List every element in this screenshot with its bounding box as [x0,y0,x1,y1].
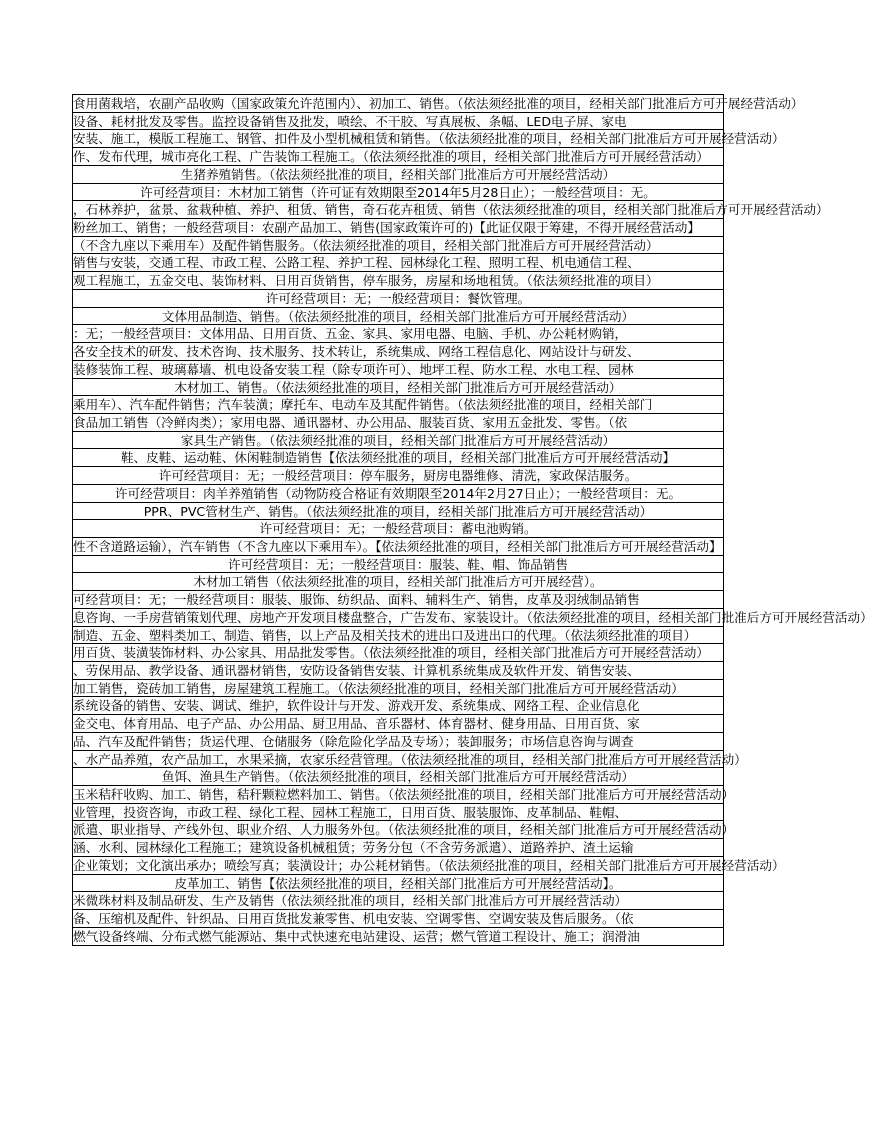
table-row: 可经营项目：无；一般经营项目：服装、服饰、纺织品、面料、辅料生产、销售，皮革及羽绒制品销售 [73,591,723,609]
table-row: 设备、耗材批发及零售。监控设备销售及批发，喷绘、不干胶、写真展板、条幅、LED电子屏、家电 [73,113,723,131]
table-row: 息咨询、一手房营销策划代理、房地产开发项目楼盘整合，广告发布、家装设计。（依法须经批准的项目，经相关部门批准后方可开展经营活动） [73,609,873,625]
table-row: 各安全技术的研发、技术咨询、技术服务、技术转让，系统集成、网络工程信息化、网站设计与研发、 [73,343,723,361]
table-row: 业管理，投资咨询，市政工程、绿化工程、园林工程施工，日用百货、服装服饰、皮革制品、鞋帽、 [73,804,723,822]
table-row: 许可经营项目：木材加工销售（许可证有效期限至2014年5月28日止）；一般经营项目：无。 [73,184,723,202]
table-row: 食品加工销售（冷鲜肉类）；家用电器、通讯器材、办公用品、服装百货、家用五金批发、零售。（依 [73,414,723,432]
table-row: 鱼饵、渔具生产销售。（依法须经批准的项目，经相关部门批准后方可开展经营活动） [73,768,723,786]
table-row: 、水产品养殖，农产品加工，水果采摘，农家乐经营管理。（依法须经批准的项目，经相关部门批准后方可开展经营活动） [73,751,747,767]
table-row: 性不含道路运输），汽车销售（不含九座以下乘用车）。【依法须经批准的项目，经相关部门批准后方可开展经营活动】 [73,538,722,554]
table-row: ，石林养护，盆景、盆栽种植、养护、租赁、销售，奇石花卉租赁、销售（依法须经批准的项目，经相关部门批准后方可开展经营活动） [73,202,829,218]
table-row: 派遣、职业指导、产线外包、职业介绍、人力服务外包。（依法须经批准的项目，经相关部门批准后方可开展经营活动） [73,822,735,838]
table-row: 许可经营项目：无；一般经营项目：停车服务，厨房电器维修、清洗，家政保洁服务。 [73,467,723,485]
table-row: 金交电、体育用品、电子产品、办公用品、厨卫用品、音乐器材、体育器材、健身用品、日用百货、家 [73,715,723,733]
table-row: 制造、五金、塑料类加工、制造、销售，以上产品及相关技术的进出口及进出口的代理。（依法须经批准的项目） [73,627,723,645]
table-row: 文体用品制造、销售。（依法须经批准的项目，经相关部门批准后方可开展经营活动） [73,308,723,326]
table-row: 食用菌栽培，农副产品收购（国家政策允许范围内）、初加工、销售。（依法须经批准的项目，经相关部门批准后方可开展经营活动） [73,96,804,111]
table-row: 许可经营项目：肉羊养殖销售（动物防疫合格证有效期限至2014年2月27日止）；一般经营项目：无。 [73,485,723,503]
table-row: 安装、施工，模版工程施工、钢管、扣件及小型机械租赁和销售。（依法须经批准的项目，经相关部门批准后方可开展经营活动） [73,131,785,147]
table-row: 许可经营项目：无；一般经营项目：餐饮管理。 [73,290,723,308]
table-row: 皮革加工、销售【依法须经批准的项目，经相关部门批准后方可开展经营活动】。 [73,875,723,893]
table-row: 木材加工销售（依法须经批准的项目，经相关部门批准后方可开展经营）。 [73,573,723,591]
table-row: 生猪养殖销售。（依法须经批准的项目，经相关部门批准后方可开展经营活动） [73,166,723,184]
table-row: 涵、水利、园林绿化工程施工；建筑设备机械租赁；劳务分包（不含劳务派遣）、道路养护、渣土运输 [73,839,723,857]
table-row: 、劳保用品、教学设备、通讯器材销售，安防设备销售安装、计算机系统集成及软件开发、销售安装、 [73,662,723,680]
table-row: 家具生产销售。（依法须经批准的项目，经相关部门批准后方可开展经营活动） [73,432,723,450]
table-row: 加工销售，瓷砖加工销售，房屋建筑工程施工。（依法须经批准的项目，经相关部门批准后方可开展经营活动） [73,680,723,698]
table-row: 许可经营项目：无；一般经营项目：服装、鞋、帽、饰品销售 [73,556,723,574]
table-row: 玉米秸秆收购、加工、销售，秸秆颗粒燃料加工、销售。（依法须经批准的项目，经相关部门批准后方可开展经营活动） [73,787,735,803]
table-row: 备、压缩机及配件、针织品、日用百货批发兼零售、机电安装、空调零售、空调安装及售后服务。（依 [73,910,723,928]
table-row: 观工程施工，五金交电、装饰材料、日用百货销售，停车服务，房屋和场地租赁。（依法须经批准的项目） [73,272,723,290]
table-row: 企业策划；文化演出承办；喷绘写真；装潢设计；办公耗材销售。（依法须经批准的项目，经相关部门批准后方可开展经营活动） [73,857,785,873]
table-row: 许可经营项目：无；一般经营项目：蓄电池购销。 [73,520,723,538]
table-row: 系统设备的销售、安装、调试、维护，软件设计与开发、游戏开发、系统集成、网络工程、企业信息化 [73,697,723,715]
table-row: 品、汽车及配件销售；货运代理、仓储服务（除危险化学品及专场）；装卸服务；市场信息咨询与调查 [73,733,723,751]
table-row: 乘用车）、汽车配件销售；汽车装潢；摩托车、电动车及其配件销售。（依法须经批准的项目，经相关部门 [73,396,723,414]
table-row: 用百货、装潢装饰材料、办公家具、用品批发零售。（依法须经批准的项目，经相关部门批准后方可开展经营活动） [73,644,723,662]
table-row: （不含九座以下乘用车）及配件销售服务。（依法须经批准的项目，经相关部门批准后方可开展经营活动） [73,237,723,255]
table-row: 装修装饰工程、玻璃幕墙、机电设备安装工程（除专项许可）、地坪工程、防水工程、水电工程、园林 [73,361,723,379]
table-row: PPR、PVC管材生产、销售。（依法须经批准的项目，经相关部门批准后方可开展经营活动） [73,503,723,521]
table-row: ：无；一般经营项目：文体用品、日用百货、五金、家具、家用电器、电脑、手机、办公耗材购销， [73,325,723,343]
table-row: 米微珠材料及制品研发、生产及销售（依法须经批准的项目，经相关部门批准后方可开展经营活动） [73,892,723,910]
table-row: 木材加工、销售。（依法须经批准的项目，经相关部门批准后方可开展经营活动） [73,379,723,397]
table-row: 作、发布代理，城市亮化工程、广告装饰工程施工。（依法须经批准的项目，经相关部门批准后方可开展经营活动） [73,148,723,166]
table-row: 销售与安装，交通工程、市政工程、公路工程、养护工程、园林绿化工程、照明工程、机电通信工程、 [73,254,723,272]
table-row: 鞋、皮鞋、运动鞋、休闲鞋制造销售【依法须经批准的项目，经相关部门批准后方可开展经营活动】 [73,449,723,467]
business-scope-table [72,94,873,946]
table-row: 燃气设备终端、分布式燃气能源站、集中式快速充电站建设、运营；燃气管道工程设计、施工；润滑油 [73,928,723,946]
table-row: 粉丝加工、销售；一般经营项目：农副产品加工、销售(国家政策许可的)【此证仅限于筹建，不得开展经营活动】 [73,219,723,237]
